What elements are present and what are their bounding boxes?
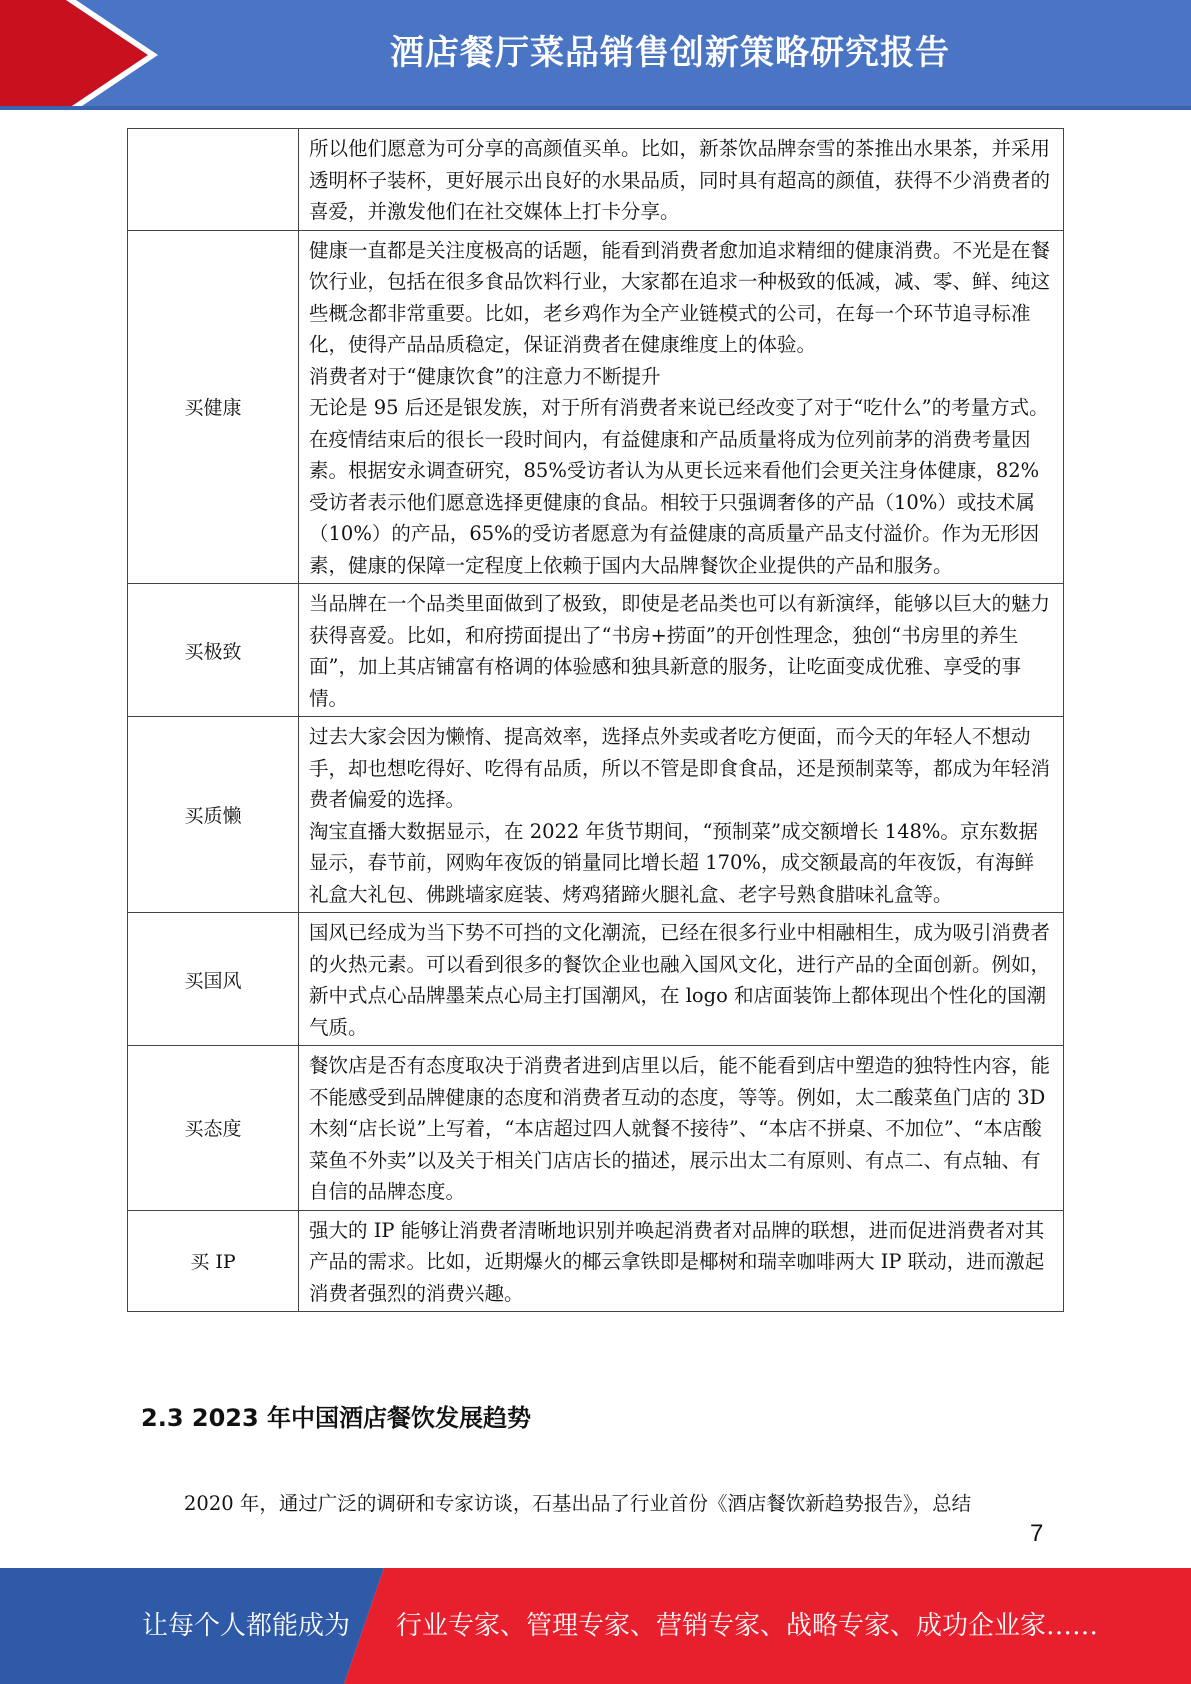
page-number: 7 (1030, 1520, 1044, 1547)
content-paragraph: 消费者对于“健康饮食”的注意力不断提升 (309, 364, 661, 388)
content-cell (299, 1046, 1064, 1211)
content-cell (299, 1210, 1064, 1312)
category-cell: 买质懒 (128, 717, 299, 913)
category-cell (128, 129, 299, 231)
body-paragraph: 2020 年，通过广泛的调研和专家访谈，石基出品了行业首份《酒店餐饮新趋势报告》，总结 (184, 1492, 972, 1515)
table-row (128, 717, 1064, 913)
table-row (128, 230, 1064, 584)
category-cell: 买健康 (128, 230, 299, 584)
category-cell: 买 IP (128, 1210, 299, 1312)
category-cell: 买国风 (128, 913, 299, 1046)
table-row (128, 584, 1064, 717)
category-cell: 买极致 (128, 584, 299, 717)
content-paragraph: 健康一直都是关注度极高的话题，能看到消费者愈加追求精细的健康消费。不光是在餐饮行业，包括在很多食品饮料行业，大家都在追求一种极致的低减，减、零、鲜、纯这些概念都非常重要。比如，老乡鸡作为全产业链模式的公司，在每一个环节追寻标准化，使得产品品质稳定，保证消费者在健康维度上的体验。 (309, 238, 1051, 356)
content-paragraph: 无论是 95 后还是银发族，对于所有消费者来说已经改变了对于“吃什么”的考量方式。在疫情结束后的很长一段时间内，有益健康和产品质量将成为位列前茅的消费考量因素。根据安永调查研究，85%受访者认为从更长远来看他们会更关注身体健康，82%受访者表示他们愿意选择更健康的食品。相较于只强调奢侈的产品（10%）或技术属（10%）的产品，65%的受访者愿意为有益健康的高质量产品支付溢价。作为无形因素，健康的保障一定程度上依赖于国内大品牌餐饮企业提供的产品和服务。 (309, 396, 1049, 577)
table-row (128, 913, 1064, 1046)
content-paragraph: 所以他们愿意为可分享的高颜值买单。比如，新茶饮品牌奈雪的茶推出水果茶，并采用透明杯子装杯，更好展示出良好的水果品质，同时具有超高的颜值，获得不少消费者的喜爱，并激发他们在社交媒体上打卡分享。 (309, 137, 1051, 223)
footer-slogan-right: 行业专家、管理专家、营销专家、战略专家、成功企业家…… (396, 1611, 1099, 1641)
header-title: 酒店餐厅菜品销售创新策略研究报告 (390, 33, 950, 73)
content-paragraph: 淘宝直播大数据显示，在 2022 年货节期间，“预制菜”成交额增长 148%。京东数据显示，春节前，网购年夜饭的销量同比增长超 170%，成交额最高的年夜饭，有海鲜礼盒大礼包、佛跳墙家庭装、烤鸡猪蹄火腿礼盒、老字号熟食腊味礼盒等。 (309, 819, 1038, 906)
content-cell (299, 230, 1064, 584)
content-paragraph: 餐饮店是否有态度取决于消费者进到店里以后，能不能看到店中塑造的独特性内容，能不能感受到品牌健康的态度和消费者互动的态度，等等。例如，太二酸菜鱼门店的 3D 木刻“店长说”上写着，“本店超过四人就餐不接待”、“本店不拼桌、不加位”、“本店酸菜鱼不外卖”以及关于相关门店店长的描述，展示出太二有原则、有点二、有点轴、有自信的品牌态度。 (309, 1054, 1051, 1203)
footer-slogan-left: 让每个人都能成为 (142, 1611, 351, 1641)
page-footer (0, 1568, 1191, 1684)
strategy-table (127, 128, 1064, 1312)
content-paragraph: 强大的 IP 能够让消费者清晰地识别并唤起消费者对品牌的联想，进而促进消费者对其产品的需求。比如，近期爆火的椰云拿铁即是椰树和瑞幸咖啡两大 IP 联动，进而激起消费者强烈的消费兴趣。 (309, 1218, 1045, 1305)
table-row (128, 129, 1064, 231)
table-row (128, 1046, 1064, 1211)
content-paragraph: 当品牌在一个品类里面做到了极致，即使是老品类也可以有新演绎，能够以巨大的魅力获得喜爱。比如，和府捞面提出了“书房+捞面”的开创性理念，独创“书房里的养生面”，加上其店铺富有格调的体验感和独具新意的服务，让吃面变成优雅、享受的事情。 (309, 592, 1051, 710)
content-cell (299, 717, 1064, 913)
page-header (0, 0, 1191, 110)
category-cell: 买态度 (128, 1046, 299, 1211)
content-cell (299, 584, 1064, 717)
content-cell (299, 129, 1064, 231)
section-heading: 2.3 2023 年中国酒店餐饮发展趋势 (141, 1404, 532, 1432)
content-cell (299, 913, 1064, 1046)
content-paragraph: 过去大家会因为懒惰、提高效率，选择点外卖或者吃方便面，而今天的年轻人不想动手，却也想吃得好、吃得有品质，所以不管是即食食品，还是预制菜等，都成为年轻消费者偏爱的选择。 (309, 725, 1051, 811)
table-row (128, 1210, 1064, 1312)
content-paragraph: 国风已经成为当下势不可挡的文化潮流，已经在很多行业中相融相生，成为吸引消费者的火热元素。可以看到很多的餐饮企业也融入国风文化，进行产品的全面创新。例如，新中式点心品牌墨茉点心局主打国潮风，在 logo 和店面装饰上都体现出个性化的国潮气质。 (309, 921, 1051, 1039)
